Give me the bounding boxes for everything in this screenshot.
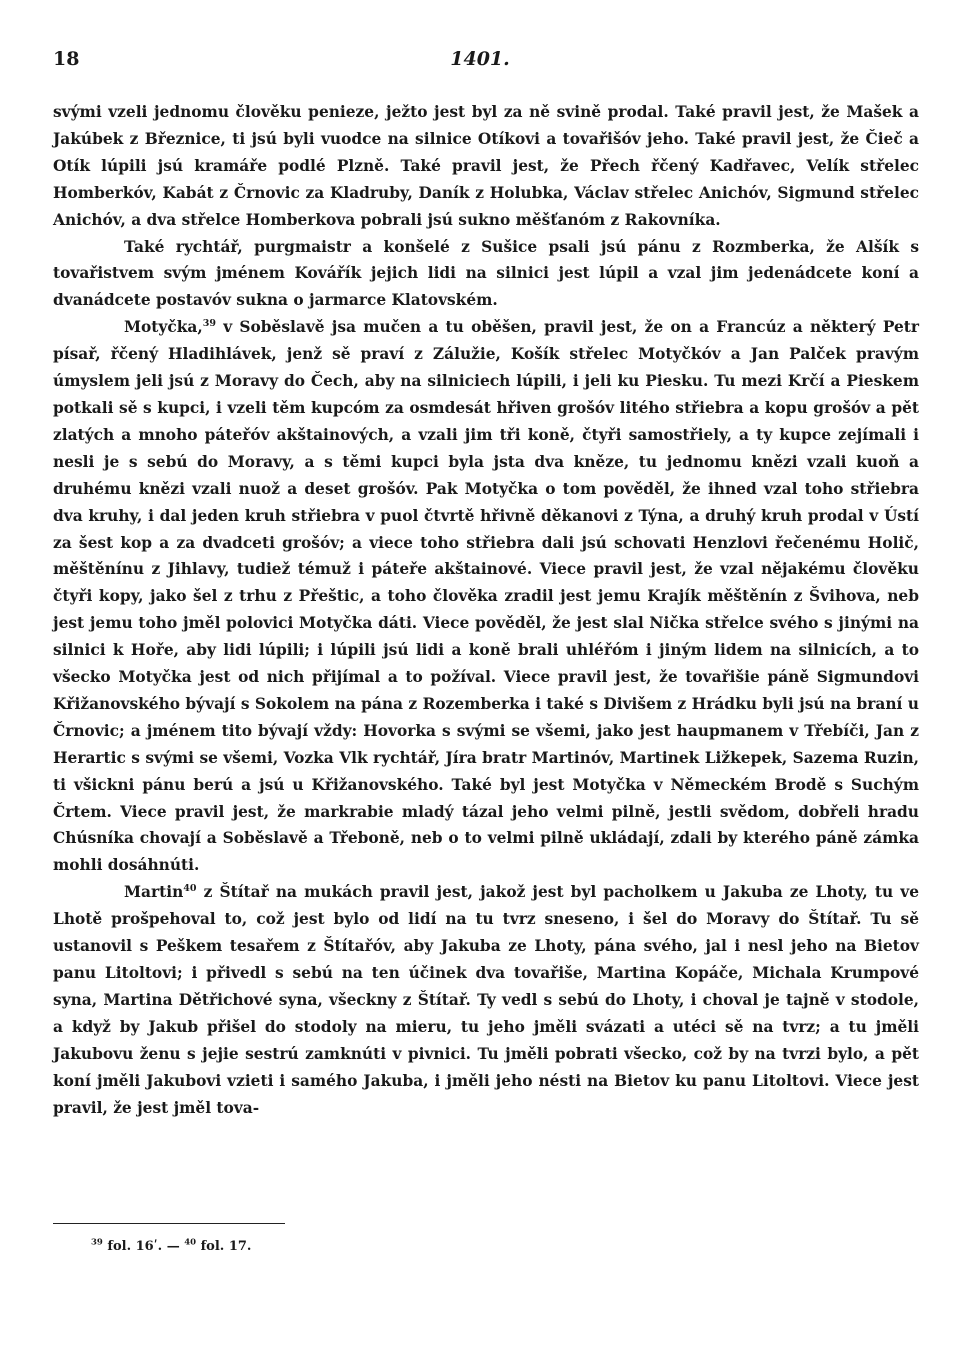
footnote-divider: [53, 1223, 285, 1224]
footnote-number: 40: [184, 1237, 197, 1248]
footnote-number: 39: [91, 1237, 103, 1248]
paragraph: [53, 314, 919, 879]
footnotes: [91, 1238, 251, 1256]
footnote-reference: 40: [183, 883, 197, 895]
paragraph-text: z Štítař na mukách pravil jest, jakož jest byl pacholkem u Jakuba ze Lhoty, tu ve Lhotě prošpehoval to, což jest bylo od lidí na tu tvrz sneseno, i šel do Moravy do Štítař. Tu sě ustanovil s Peškem tesařem z Štítařóv, aby Jakuba ze Lhoty, pána svého, jal i nesl jeho na Bietov panu Litoltovi; i přivedl s sebú na ten účinek dva tovařiše, Martina Kopáče, Michala Krumpové syna, Martina Dětřichové syna, všeckny z Štítař. Ty vedl s sebú do Lhoty, i choval je tajně v stodole, a když by Jakub přišel do stodoly na mieru, tu jeho jměli svázati a utéci sě na tvrz; a tu jměli Jakubovu ženu s jejie sestrú zamknúti v pivnici. Tu jměli pobrati všecko, což by na tvrzi bylo, a pět koní jměli Jakubovi vzieti i samého Jakuba, i jměli jeho nésti na Bietov ku panu Litoltovi. Viece jest pravil, že jest jměl tova-: [53, 883, 919, 1117]
footnote-text: fol. 17.: [196, 1239, 252, 1254]
paragraph: [53, 234, 919, 315]
footnote-reference: 39: [202, 318, 216, 330]
paragraph: [53, 879, 919, 1121]
paragraph: [53, 99, 919, 234]
paragraph-text: Martin: [124, 883, 184, 902]
body-text: [53, 99, 919, 1121]
paragraph-text: Motyčka,: [124, 318, 203, 337]
footnote-text: fol. 16ʹ. —: [102, 1239, 185, 1254]
page-number: 18: [53, 48, 80, 70]
page-header: [53, 48, 907, 78]
paragraph-text: Také rychtář, purgmaistr a konšelé z Sušice psali jsú pánu z Rozmberka, že Alšík s tovařistvem svým jménem Kovářík jejich lidi na silnici jest lúpil a vzal jim jedenádcete koní a dvanádcete postavóv sukna o jarmarce Klatovském.: [53, 237, 919, 310]
running-head: 1401.: [450, 48, 510, 70]
paragraph-text: svými vzeli jednomu člověku penieze, ježto jest byl za ně svině prodal. Také pravil jest, že Mašek a Jakúbek z Březnice, ti jsú byli vuodce na silnice Otíkovi a tovařišóv jeho. Také pravil jest, že Čieč a Otík lúpili jsú kramáře podlé Plzně. Také pravil jest, že Přech řčený Kadřavec, Velík střelec Homberkóv, Kabát z Črnovic za Kladruby, Daník z Holubka, Václav střelec Anichóv, Sigmund střelec Anichóv, a dva střelce Homberkova pobrali jsú sukno měšťanóm z Rakovníka.: [53, 103, 919, 229]
paragraph-text: v Soběslavě jsa mučen a tu oběšen, pravil jest, že on a Francúz a některý Petr písař, řčený Hladihlávek, jenž sě praví z Zálužie, Košík střelec Motyčkóv a Jan Palček pravým úmyslem jeli jsú z Moravy do Čech, aby na silniciech lúpili, i jeli ku Piesku. Tu mezi Krčí a Pieskem potkali sě s kupci, i vzeli těm kupcóm za osmdesát hřiven grošóv litého střiebra a kopu grošóv a pět zlatých a mnoho páteřóv akštainových, a vzali jim tři koně, čtyři samostřiely, a ty kupce zejímali i nesli je s sebú do Moravy, a s těmi kupci byla jsta dva kněze, tu jednomu knězi vzali kuoň a druhému knězi vzali nuož a deset grošóv. Pak Motyčka o tom pověděl, že ihned vzal toho střiebra dva kruhy, i dal jeden kruh střiebra v puol čtvrtě hřivně děkanovi z Týna, a druhý kruh prodal v Ústí za šest kop a za dvadceti grošóv; a viece toho střiebra dali jsú schovati Henzlovi řečenému Holič, měštěnínu z Jihlavy, tudiež témuž i páteře akštainové. Viece pravil jest, že vzal nějakému člověku čtyři kopy, jako šel z trhu z Přeštic, a toho člověka zradil jest jemu Krajík měštěnín z Švihova, neb jest jemu toho jměl polovici Motyčka dáti. Viece pověděl, že jest slal Nička střelce svého s jinými na silnici k Hoře, aby lidi lúpili; i lúpili jsú lidi a koně brali uhléřóm i jiným lidem na silnicích, a to všecko Motyčka jest od nich přijímal a to požíval. Viece pravil jest, že tovařišie páně Sigmundovi Křižanovského bývají s Sokolem na pána z Rozemberka i také s Divišem z Hrádku byli jsú na braní u Črnovic; a jménem tito bývají vždy: Hovorka s svými se všemi, jako jest haupmanem v Třebíči, Jan z Herartic s svými se všemi, Vozka Vlk rychtář, Jíra bratr Martinóv, Martinek Ližkepek, Sazema Ruzin, ti všickni pánu berú a jsú u Křižanovského. Také byl jest Motyčka v Německém Brodě s Suchým Črtem. Viece pravil jest, že markrabie mladý tázal jeho velmi pilně, jestli svědom, dobřeli hradu Chúsníka chovají a Soběslavě a Třeboně, neb o to velmi pilně ukládají, zdali by kterého páně zámka mohli dosáhnúti.: [53, 318, 919, 875]
